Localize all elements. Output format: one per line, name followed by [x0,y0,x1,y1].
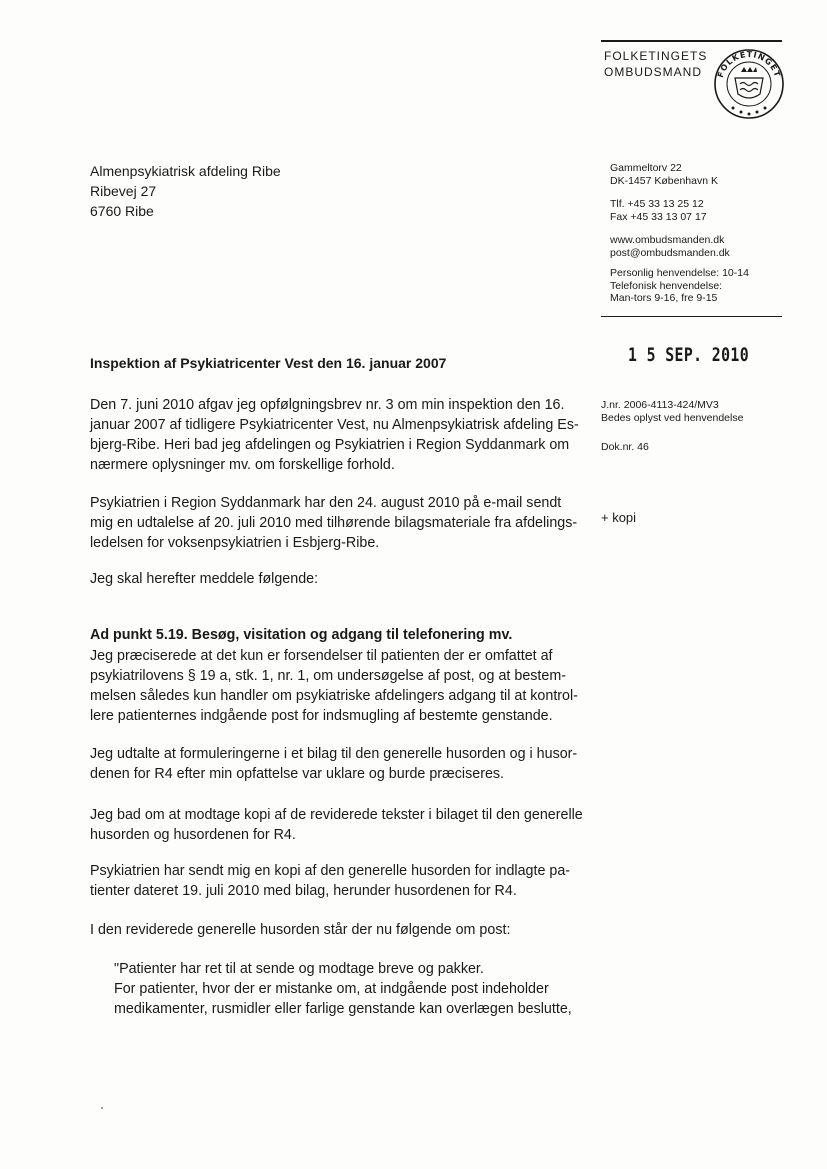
sender-hours-personal: Personlig henvendelse: 10-14 [610,267,749,279]
document-number: Dok.nr. 46 [601,441,649,453]
body-paragraph-8 [90,920,580,940]
letterhead-name-line2: OMBUDSMAND [604,65,703,79]
text-line: januar 2007 af tidligere Psykiatricenter Vest, nu Almenpsykiatrisk afdeling Es- [90,417,579,433]
text-line: Psykiatrien i Region Syddanmark har den 24. august 2010 på e-mail sendt [90,495,562,511]
text-line: "Patienter har ret til at sende og modtage breve og pakker. [114,961,484,977]
text-line: tienter dateret 19. juli 2010 med bilag, herunder husordenen for R4. [90,883,517,899]
text-line: Jeg præciserede at det kun er forsendelser til patienten der er omfattet af [90,648,553,664]
sender-website: www.ombudsmanden.dk [610,234,725,246]
sender-hours-phone: Man-tors 9-16, fre 9-15 [610,292,718,304]
sender-phone: Tlf. +45 33 13 25 12 [610,198,704,210]
text-line: I den reviderede generelle husorden står der nu følgende om post: [90,922,511,938]
recipient-address [90,161,281,221]
letterhead-name-line1: FOLKETINGETS [604,49,708,63]
letter-subject: Inspektion af Psykiatricenter Vest den 16. januar 2007 [90,355,447,371]
body-paragraph-6 [90,805,583,845]
sender-phone-block [610,198,707,223]
text-line: bjerg-Ribe. Heri bad jeg afdelingen og Psykiatrien i Region Syddanmark om [90,437,570,453]
quoted-house-rules [114,959,572,1019]
letterhead-name [604,48,707,80]
text-line: Psykiatrien har sendt mig en kopi af den generelle husorden for indlagte pa- [90,863,571,879]
body-paragraph-2 [90,493,580,553]
reference-block [601,399,743,425]
copy-note: + kopi [601,510,637,525]
scan-speck [101,1107,103,1109]
body-paragraph-4 [90,646,580,726]
sender-hours-phone-label: Telefonisk henvendelse: [610,279,723,292]
reference-note: Bedes oplyst ved henvendelse [601,412,744,424]
text-line: Jeg udtalte at formuleringerne i et bilag til den generelle husorden og i husor- [90,746,578,762]
sender-hours-block [610,267,749,305]
text-line: Jeg bad om at modtage kopi af de reviderede tekster i bilaget til den generelle [90,807,583,823]
text-line: For patienter, hvor der er mistanke om, at indgående post indeholder [114,981,549,997]
text-line: medikamenter, rusmidler eller farlige genstande kan overlægen beslutte, [114,1001,572,1017]
text-line: psykiatrilovens § 19 a, stk. 1, nr. 1, om undersøgelse af post, og at bestem- [90,668,567,684]
text-line: husorden og husordenen for R4. [90,827,296,843]
text-line: ledelsen for voksenpsykiatrien i Esbjerg-Ribe. [90,535,380,551]
svg-text:FOLKETINGET: FOLKETINGET [715,49,783,79]
body-paragraph-1 [90,395,580,475]
sender-street: Gammeltorv 22 [610,162,682,174]
text-line: melsen således kun handler om psykiatriske afdelingers adgang til at kontrol- [90,688,578,704]
sender-web-block [610,234,730,259]
text-line: lere patienternes indgående post for indsmugling af bestemte genstande. [90,708,553,724]
date-stamp: 1 5 SEP. 2010 [628,344,750,366]
journal-number: J.nr. 2006-4113-424/MV3 [601,399,719,411]
letterhead-top-rule [601,40,782,42]
body-paragraph-3 [90,569,580,589]
body-paragraph-7 [90,861,580,901]
sender-email: post@ombudsmanden.dk [610,246,730,259]
text-line: denen for R4 efter min opfattelse var uklare og burde præciseres. [90,766,505,782]
text-line: Den 7. juni 2010 afgav jeg opfølgningsbrev nr. 3 om min inspektion den 16. [90,397,565,413]
text-line: nærmere oplysninger mv. om forskellige forhold. [90,457,395,473]
sender-fax: Fax +45 33 13 07 17 [610,210,707,223]
text-line: mig en udtalelse af 20. juli 2010 med tilhørende bilagsmateriale fra afdelings- [90,515,578,531]
section-heading: Ad punkt 5.19. Besøg, visitation og adgang til telefonering mv. [90,627,513,643]
body-paragraph-5 [90,744,580,784]
recipient-street: Ribevej 27 [90,183,157,199]
ombudsman-seal-logo [713,48,785,120]
text-line: Jeg skal herefter meddele følgende: [90,571,319,587]
sender-city: DK-1457 København K [610,174,718,187]
sender-address [610,162,718,187]
recipient-name: Almenpsykiatrisk afdeling Ribe [90,163,281,179]
recipient-city: 6760 Ribe [90,203,154,219]
letterhead-bottom-rule [601,316,782,317]
